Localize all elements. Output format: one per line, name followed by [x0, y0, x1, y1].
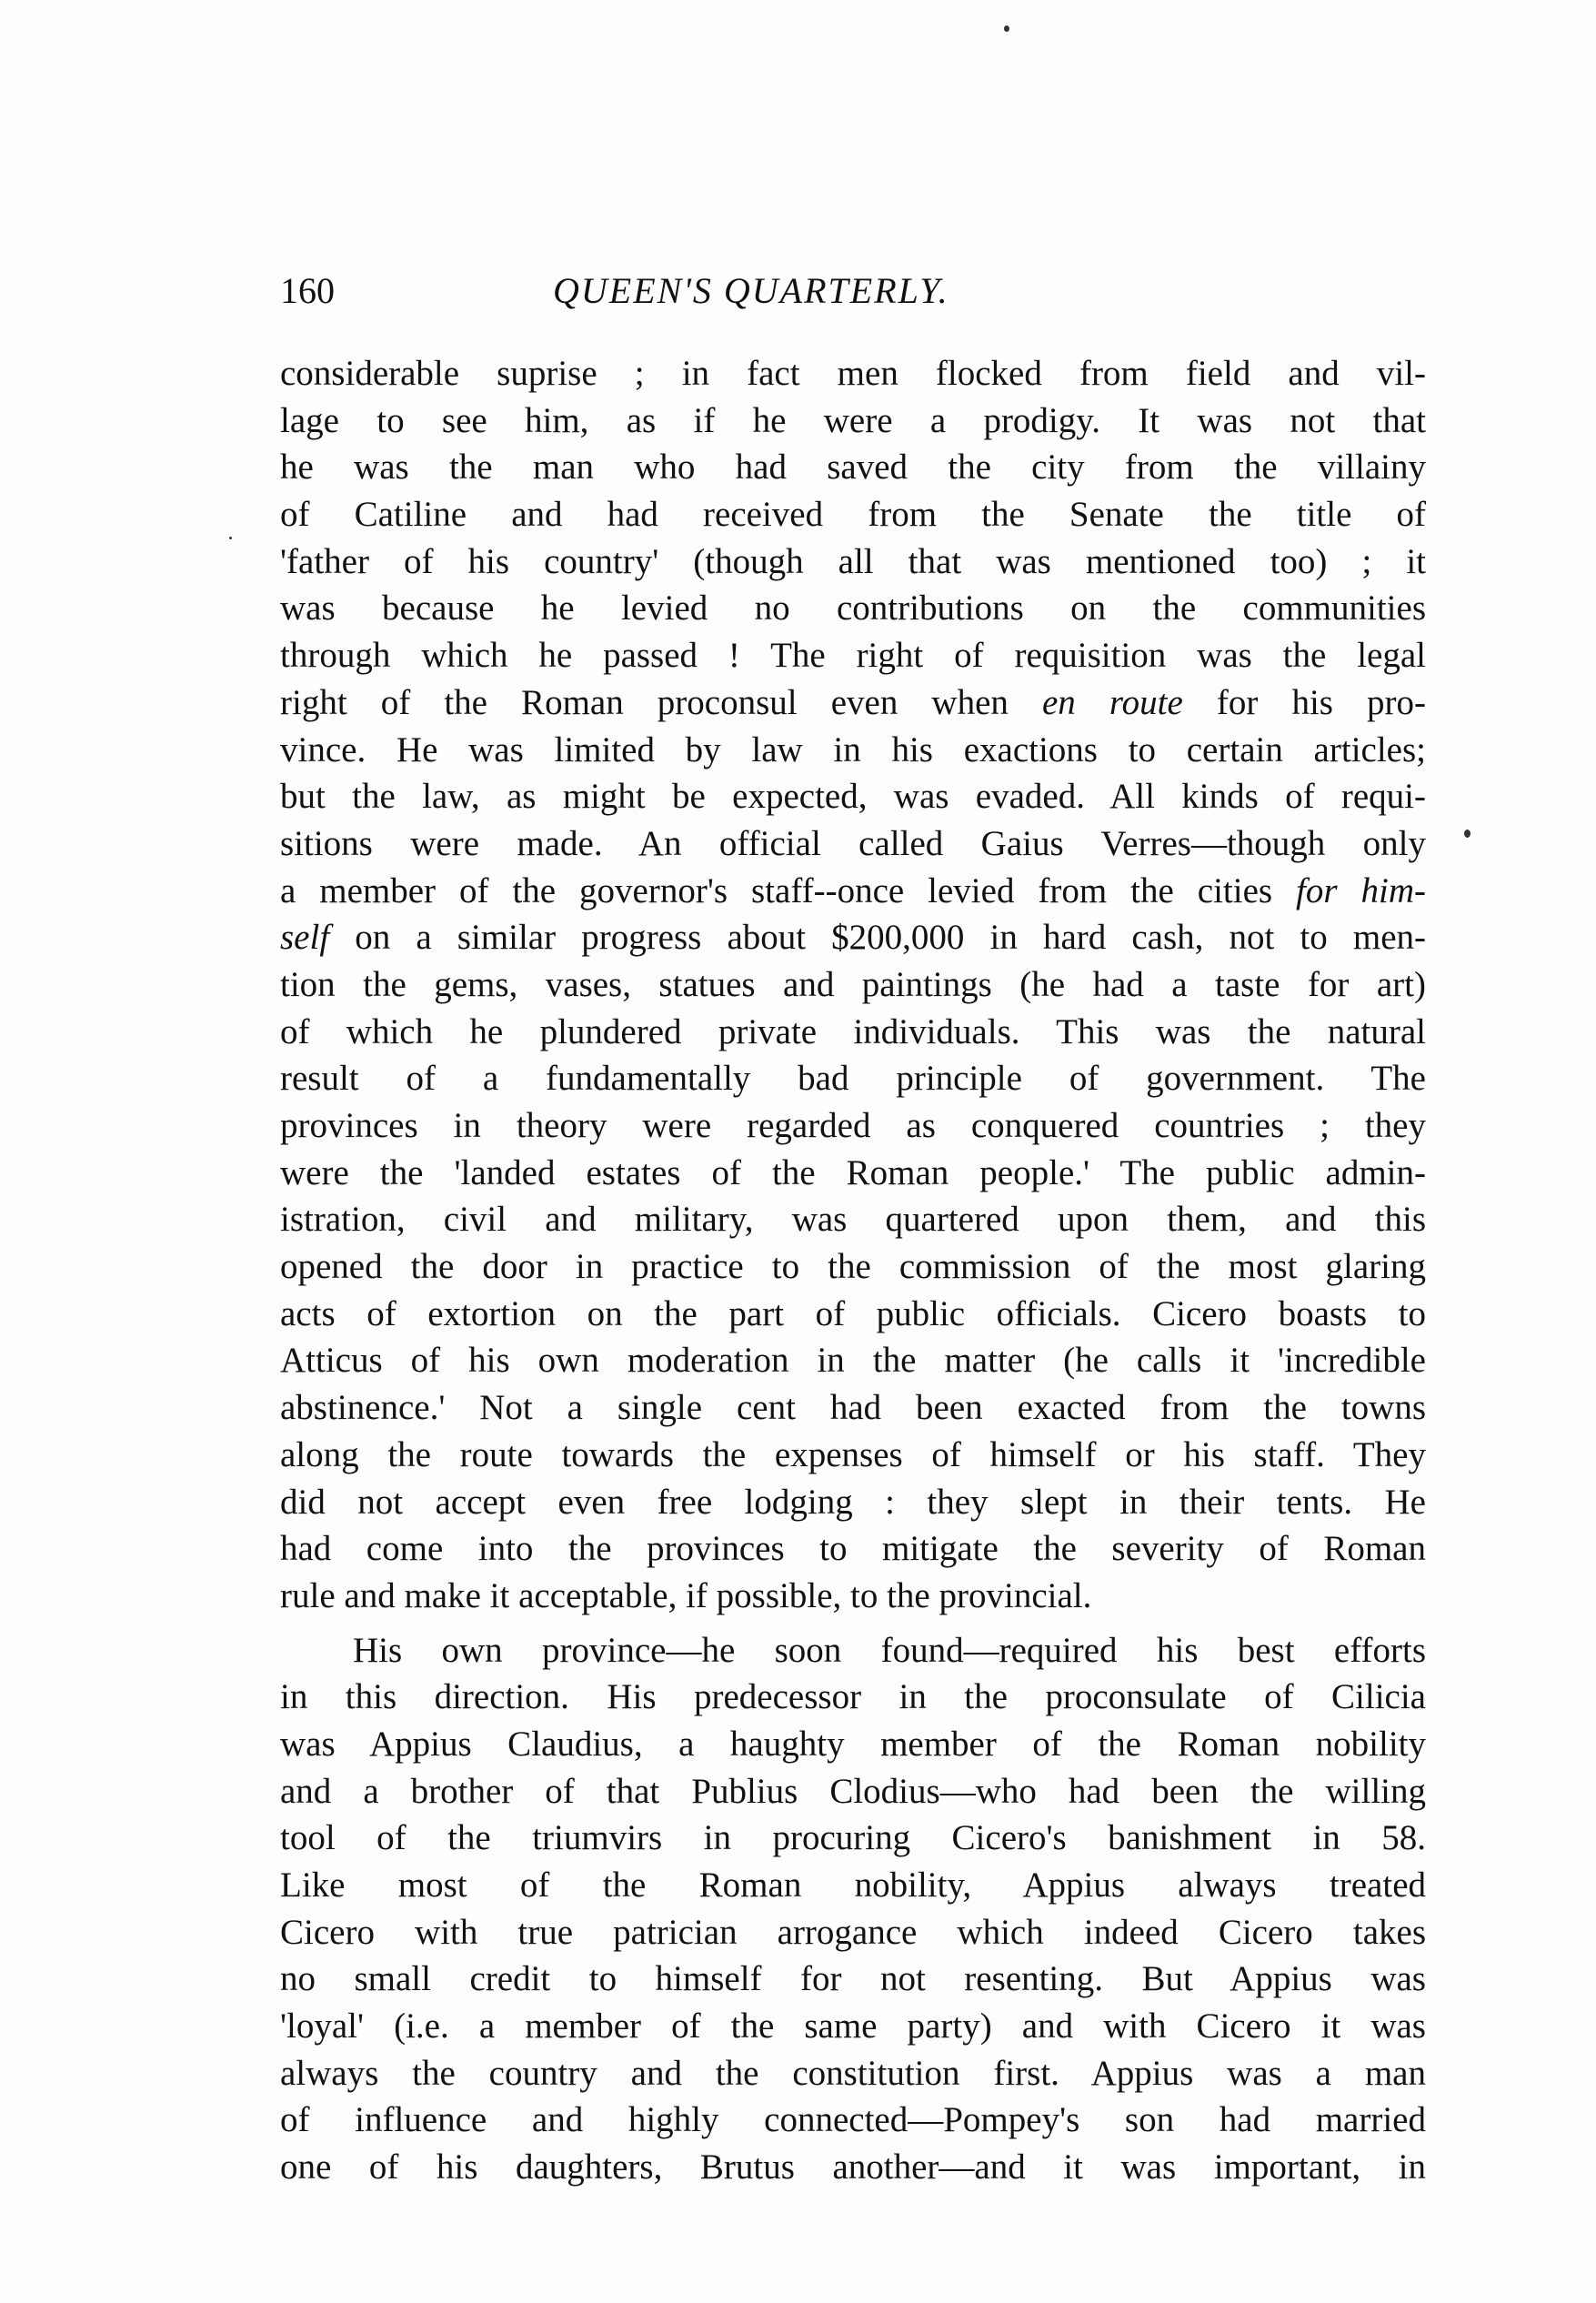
text-line: sitions were made. An official called Gaius Verres—though only	[280, 823, 1426, 863]
page-number: 160	[280, 270, 335, 311]
text-segment: right of the Roman proconsul even when	[280, 682, 1009, 722]
text-line: tool of the triumvirs in procuring Cicero's banishment in 58.	[280, 1818, 1426, 1858]
text-line	[280, 679, 1426, 727]
text-line: did not accept even free lodging : they slept in their tents. He	[280, 1482, 1426, 1522]
text-line: along the route towards the expenses of himself or his staff. They	[280, 1434, 1426, 1474]
text-line: had come into the provinces to mitigate the severity of Roman	[280, 1529, 1426, 1569]
page-speck	[1004, 25, 1009, 32]
text-line: and a brother of that Publius Clodius—who had been the willing	[280, 1771, 1426, 1811]
text-line: tion the gems, vases, statues and paintings (he had a taste for art)	[280, 964, 1426, 1004]
italic-phrase: self	[280, 918, 330, 958]
text-line: result of a fundamentally bad principle of government. The	[280, 1059, 1426, 1099]
text-line: 'loyal' (i.e. a member of the same party) and with Cicero it was	[280, 2006, 1426, 2047]
text-line: considerable suprise ; in fact men flocked from field and vil-	[280, 354, 1426, 393]
text-line: opened the door in practice to the commission of the most glaring	[280, 1247, 1426, 1287]
text-line: lage to see him, as if he were a prodigy. It was not that	[280, 400, 1426, 440]
text-segment: a member of the governor's staff--once levied from the cities	[280, 870, 1273, 910]
text-line: 'father of his country' (though all that was mentioned too) ; it	[280, 541, 1426, 581]
paragraph-2	[280, 1627, 1426, 2191]
text-line: of which he plundered private individuals. This was the natural	[280, 1011, 1426, 1051]
text-line: Cicero with true patrician arrogance which indeed Cicero takes	[280, 1912, 1426, 1952]
page-body	[280, 350, 1426, 2191]
text-line: vince. He was limited by law in his exactions to certain articles;	[280, 729, 1426, 769]
italic-phrase: en route	[1042, 682, 1183, 722]
text-line: but the law, as might be expected, was evaded. All kinds of requi-	[280, 777, 1426, 817]
text-line: one of his daughters, Brutus another—and it was important, in	[280, 2147, 1426, 2187]
running-head: QUEEN'S QUARTERLY.	[553, 270, 949, 311]
text-line: always the country and the constitution first. Appius was a man	[280, 2053, 1426, 2093]
text-line: he was the man who had saved the city from the villainy	[280, 448, 1426, 488]
page-header	[280, 264, 1426, 318]
text-line: through which he passed ! The right of requisition was the legal	[280, 636, 1426, 676]
text-line: were the 'landed estates of the Roman people.' The public admin-	[280, 1152, 1426, 1192]
page-speck	[229, 537, 232, 539]
text-line: was because he levied no contributions on the communities	[280, 588, 1426, 629]
page-speck	[1464, 830, 1471, 838]
text-line: acts of extortion on the part of public officials. Cicero boasts to	[280, 1293, 1426, 1333]
text-segment: on a similar progress about $200,000 in hard cash, not to men-	[355, 918, 1427, 958]
text-line: of influence and highly connected—Pompey's son had married	[280, 2100, 1426, 2140]
text-line	[280, 868, 1426, 915]
text-line: provinces in theory were regarded as conquered countries ; they	[280, 1106, 1426, 1145]
text-line: of Catiline and had received from the Senate the title of	[280, 495, 1426, 535]
text-line: Atticus of his own moderation in the matter (he calls it 'incredible	[280, 1341, 1426, 1381]
text-line: Like most of the Roman nobility, Appius always treated	[280, 1866, 1426, 1905]
text-line: rule and make it acceptable, if possible, to the provincial.	[280, 1575, 1092, 1615]
text-line: His own province—he soon found—required his best efforts	[353, 1630, 1426, 1670]
text-line	[280, 914, 1426, 961]
paragraph-1	[280, 350, 1426, 1620]
text-line: abstinence.' Not a single cent had been exacted from the towns	[280, 1388, 1426, 1428]
text-line: no small credit to himself for not resenting. But Appius was	[280, 1959, 1426, 1999]
text-segment: for his pro-	[1216, 682, 1427, 722]
text-line: istration, civil and military, was quartered upon them, and this	[280, 1200, 1426, 1240]
paragraph-gap	[280, 1620, 1426, 1627]
text-line: was Appius Claudius, a haughty member of the Roman nobility	[280, 1724, 1426, 1764]
text-line: in this direction. His predecessor in the proconsulate of Cilicia	[280, 1677, 1426, 1717]
italic-phrase: for him-	[1296, 870, 1427, 910]
